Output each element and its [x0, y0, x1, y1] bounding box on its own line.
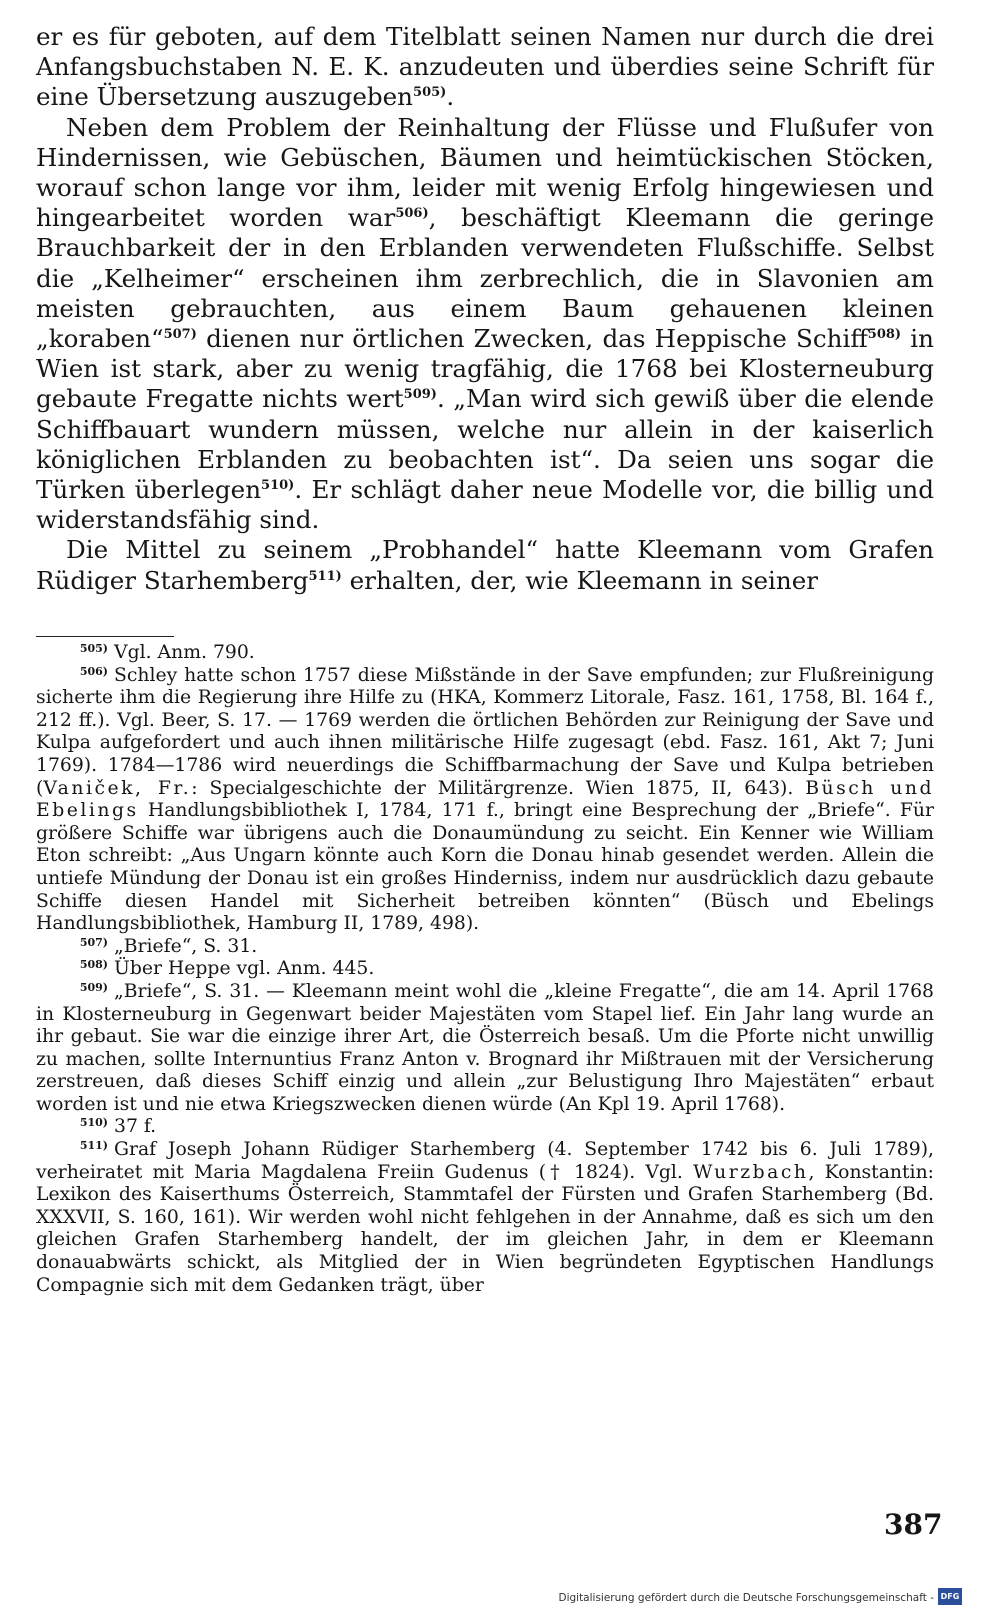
author-name: Wurzbach	[693, 1161, 809, 1183]
digitization-credit: Digitalisierung gefördert durch die Deutsche Forschungsgemeinschaft -	[558, 1592, 934, 1604]
footnote-separator	[36, 636, 174, 637]
author-name: Büsch und Ebelings	[36, 777, 934, 822]
footnote-ref[interactable]: 510)	[261, 478, 295, 494]
footnote-506: 506) Schley hatte schon 1757 diese Mißstände in der Save empfunden; zur Flußreinigung sicherte ihm die Regierung ihre Hilfe zu (HKA, Kommerz Litorale, Fasz. 161, 1758, Bl. 164 f., 212 ff.). Vgl. Beer, S. 17. — 1769 werden die örtlichen Behörden zur Reinigung der Save und Kulpa aufgefordert und auch ihnen militärische Hilfe zugesagt (ebd. Fasz. 161, Akt 7; Juni 1769). 1784—1786 wird neuerdings die Schiffbarmachung der Save und Kulpa betrieben (Vaniček, Fr.: Specialgeschichte der Militärgrenze. Wien 1875, II, 643). Büsch und Ebelings Handlungsbibliothek I, 1784, 171 f., bringt eine Besprechung der „Briefe“. Für größere Schiffe war übrigens auch die Donaumündung zu seicht. Ein Kenner wie William Eton schreibt: „Aus Ungarn könnte auch Korn die Donau hinab gesendet werden. Allein die untiefe Mündung der Donau ist ein großes Hinderniss, indem nur ausdrücklich dazu gebaute Schiffe diesen Handel mit Sicherheit betreiben könnten“ (Büsch und Ebelings Handlungsbibliothek, Hamburg II, 1789, 498).	[36, 664, 934, 935]
footnote-507: 507) „Briefe“, S. 31.	[79, 935, 258, 957]
footnote-ref[interactable]: 509)	[403, 387, 437, 403]
paragraph: er es für geboten, auf dem Titelblatt seinen Namen nur durch die drei Anfangsbuchstaben N. E. K. anzudeuten und überdies seine Schrift für eine Übersetzung auszugeben$^{505)}$.	[36, 22, 934, 112]
footnotes	[36, 642, 934, 1297]
footnote-ref[interactable]: 507)	[163, 327, 197, 343]
paragraph: Die Mittel zu seinem „Probhandel“ hatte Kleemann vom Grafen Rüdiger Starhemberg$^{511)}$ erhalten, der, wie Kleemann in seiner	[36, 535, 934, 595]
paragraph: Neben dem Problem der Reinhaltung der Flüsse und Flußufer von Hindernissen, wie Gebüschen, Bäumen und heimtückischen Stöcken, worauf schon lange vor ihm, leider mit wenig Erfolg hingewiesen und hingearbeitet worden war$^{506)}$, beschäftigt Kleemann die geringe Brauchbarkeit der in den Erblanden verwendeten Flußschiffe. Selbst die „Kelheimer“ erscheinen ihm zerbrechlich, die in Slavonien am meisten gebrauchten, aus einem Baum gehauenen kleinen „koraben“$^{507)}$ dienen nur örtlichen Zwecken, das Heppische Schiff$^{508)}$ in Wien ist stark, aber zu wenig tragfähig, die 1768 bei Klosterneuburg gebaute Fregatte nichts wert$^{509)}$. „Man wird sich gewiß über die elende Schiffbauart wundern müssen, welche nur allein in der kaiserlich königlichen Erblanden zu beobachten ist“. Da seien uns sogar die Türken überlegen$^{510)}$. Er schlägt daher neue Modelle vor, die billig und widerstandsfähig sind.	[36, 112, 935, 535]
body-text	[36, 22, 934, 596]
footnote-ref[interactable]: 506)	[395, 206, 429, 222]
footnote-ref[interactable]: 505)	[413, 85, 447, 101]
page-number: 387	[884, 1508, 943, 1541]
footnote-505: 505) Vgl. Anm. 790.	[79, 642, 255, 663]
footnote-508: 508) Über Heppe vgl. Anm. 445.	[79, 958, 375, 980]
footnote-ref[interactable]: 508)	[867, 327, 902, 343]
footnote-ref[interactable]: 511)	[308, 568, 342, 584]
footnote-510: 510) 37 f.	[79, 1116, 157, 1138]
footnote-511: 511) Graf Joseph Johann Rüdiger Starhemberg (4. September 1742 bis 6. Juli 1789), verheiratet mit Maria Magdalena Freiin Gudenus († 1824). Vgl. Wurzbach, Konstantin: Lexikon des Kaiserthums Österreich, Stammtafel der Fürsten und Grafen Starhemberg (Bd. XXXVII, S. 160, 161). Wir werden wohl nicht fehlgehen in der Annahme, daß es sich um den gleichen Grafen Starhemberg handelt, der im gleichen Jahr, in dem er Kleemann donauabwärts schickt, als Mitglied der in Wien begründeten Egyptischen Handlungs Compagnie sich mit dem Gedanken trägt, über	[36, 1139, 934, 1296]
author-name: Vaniček, Fr.	[43, 777, 192, 799]
footnote-509: 509) „Briefe“, S. 31. — Kleemann meint wohl die „kleine Fregatte“, die am 14. April 1768 in Klosterneuburg in Gegenwart beider Majestäten vom Stapel lief. Ein Jahr lang wurde an ihr gebaut. Sie war die einzige ihrer Art, die Österreich besaß. Um die Pforte nicht unwillig zu machen, sollte Internuntius Franz Anton v. Brognard ihr Mißtrauen mit der Versicherung zerstreuen, daß dieses Schiff einzig und allein „zur Belustigung Ihro Majestäten“ erbaut worden ist und nie etwa Kriegszwecken dienen würde (An Kpl 19. April 1768).	[36, 980, 934, 1115]
dfg-logo[interactable]: DFG	[938, 1588, 962, 1605]
